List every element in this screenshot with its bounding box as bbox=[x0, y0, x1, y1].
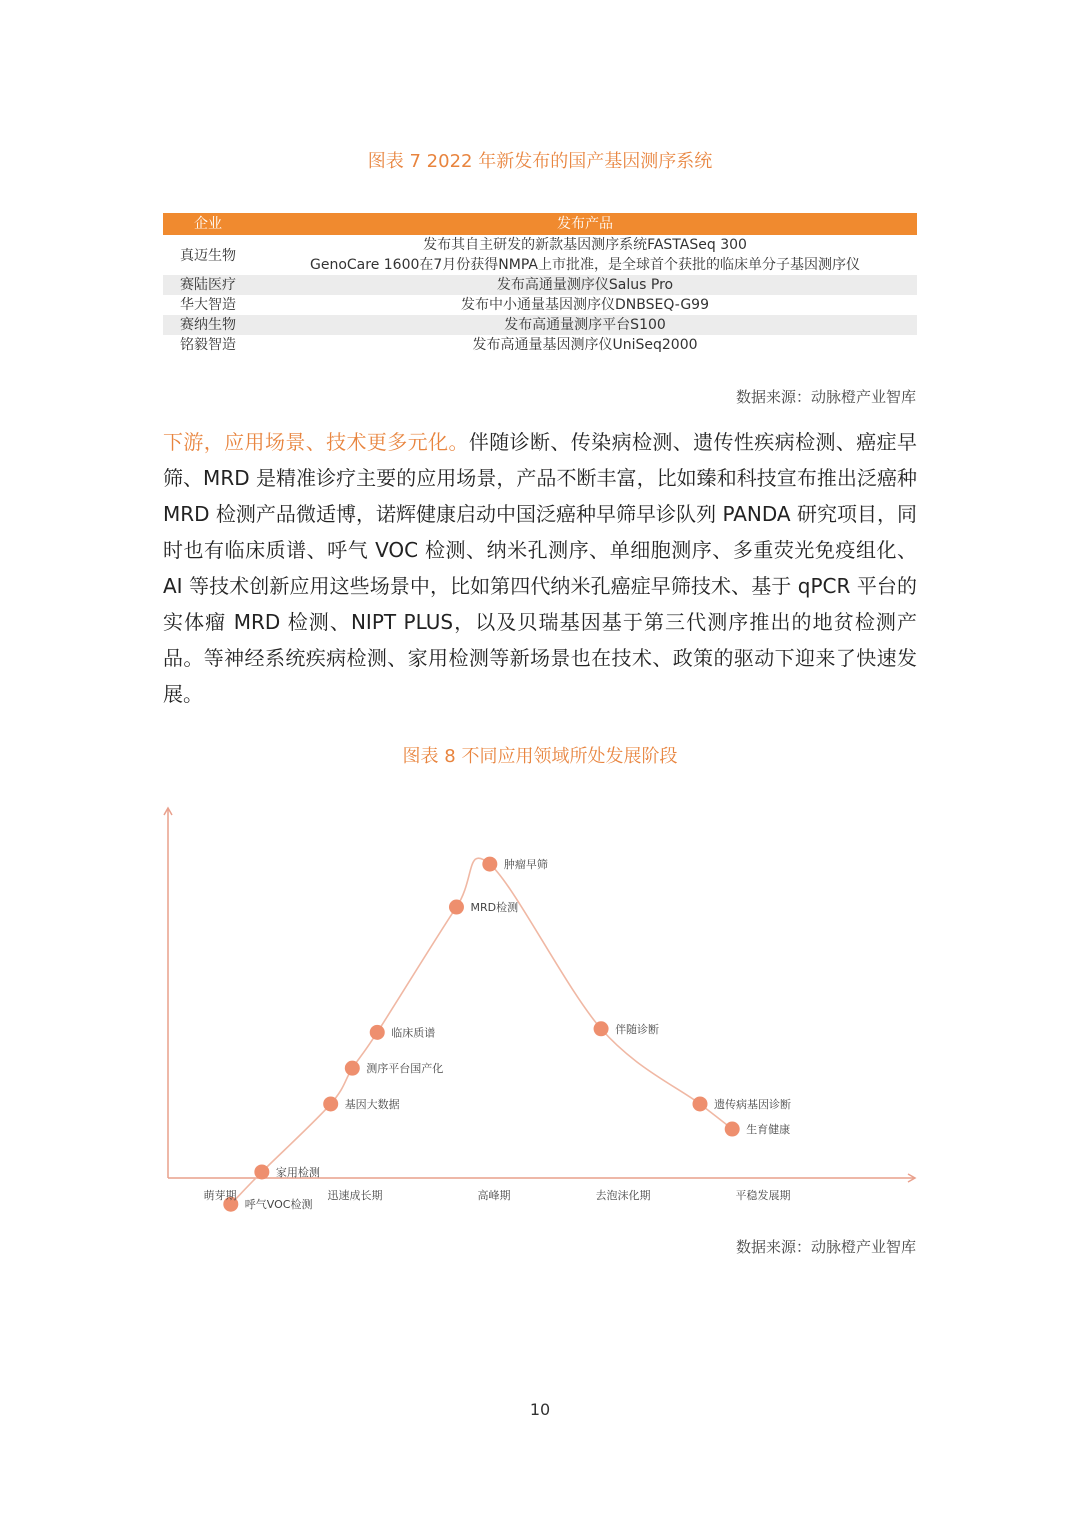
product-cell: 发布高通量测序平台S100 bbox=[504, 317, 666, 333]
data-point bbox=[323, 1096, 338, 1111]
stage-label: 迅速成长期 bbox=[327, 1189, 383, 1202]
data-point-label: 遗传病基因诊断 bbox=[714, 1097, 791, 1111]
data-point bbox=[254, 1164, 269, 1179]
data-point-label: 临床质谱 bbox=[391, 1026, 436, 1040]
data-point-label: 伴随诊断 bbox=[615, 1022, 660, 1036]
company-cell: 赛纳生物 bbox=[180, 317, 236, 333]
data-point bbox=[482, 857, 497, 872]
company-cell: 真迈生物 bbox=[180, 248, 236, 264]
data-point bbox=[594, 1021, 609, 1036]
figure7-source: 数据来源：动脉橙产业智库 bbox=[735, 388, 916, 406]
data-point bbox=[693, 1096, 708, 1111]
data-point-label: MRD检测 bbox=[470, 901, 519, 915]
header-company: 企业 bbox=[194, 216, 222, 232]
company-cell: 铭毅智造 bbox=[180, 337, 236, 353]
data-point bbox=[370, 1025, 385, 1040]
data-point-label: 基因大数据 bbox=[344, 1097, 400, 1111]
data-point-label: 生育健康 bbox=[746, 1123, 791, 1137]
data-point-label: 家用检测 bbox=[275, 1165, 320, 1179]
data-point-label: 测序平台国产化 bbox=[366, 1062, 444, 1076]
header-products: 发布产品 bbox=[557, 216, 613, 232]
stage-label: 萌芽期 bbox=[203, 1189, 237, 1202]
product-cell: 发布高通量测序仪Salus Pro bbox=[496, 277, 674, 293]
data-point-label: 肿瘤早筛 bbox=[503, 858, 548, 872]
figure8-caption: 图表 8 不同应用领域所处发展阶段 bbox=[402, 746, 678, 767]
paragraph-highlight: 下游，应用场景、技术更多元化。 bbox=[163, 430, 469, 454]
stage-label: 去泡沫化期 bbox=[595, 1189, 651, 1202]
product-cell: 发布高通量基因测序仪UniSeq2000 bbox=[472, 337, 698, 353]
stage-label: 平稳发展期 bbox=[735, 1189, 791, 1202]
paragraph-body: 伴随诊断、传染病检测、遗传性疾病检测、癌症早筛、MRD 是精准诊疗主要的应用场景，产品不断丰富，比如臻和科技宣布推出泛癌种 MRD 检测产品微适博，诺辉健康启动中国泛癌种早筛早诊队列 PANDA 研究项目，同时也有临床质谱、呼气 VOC 检测、纳米孔测序、单细胞测序、多重荧光免疫组化、AI 等技术创新应用这些场景中，比如第四代纳米孔癌症早筛技术、基于 qPCR 平台的实体瘤 MRD 检测、NIPT PLUS，以及贝瑞基因基于第三代测序推出的地贫检测产品。等神经系统疾病检测、家用检测等新场景也在技术、政策的驱动下迎来了快速发展。 bbox=[163, 430, 918, 706]
data-point-label: 呼气VOC检测 bbox=[244, 1198, 313, 1212]
data-point bbox=[345, 1061, 360, 1076]
product-cell: GenoCare 1600在7月份获得NMPA上市批准，是全球首个获批的临床单分子基因测序仪 bbox=[310, 257, 860, 273]
product-cell: 发布其自主研发的新款基因测序系统FASTASeq 300 bbox=[423, 237, 747, 253]
company-cell: 赛陆医疗 bbox=[180, 277, 236, 293]
page-number: 10 bbox=[529, 1400, 551, 1419]
figure8-source: 数据来源：动脉橙产业智库 bbox=[735, 1238, 916, 1256]
stage-label: 高峰期 bbox=[477, 1189, 511, 1202]
product-cell: 发布中小通量基因测序仪DNBSEQ-G99 bbox=[461, 297, 709, 313]
data-point bbox=[725, 1122, 740, 1137]
company-cell: 华大智造 bbox=[180, 297, 236, 313]
figure7-caption: 图表 7 2022 年新发布的国产基因测序系统 bbox=[367, 151, 713, 172]
data-point bbox=[449, 900, 464, 915]
